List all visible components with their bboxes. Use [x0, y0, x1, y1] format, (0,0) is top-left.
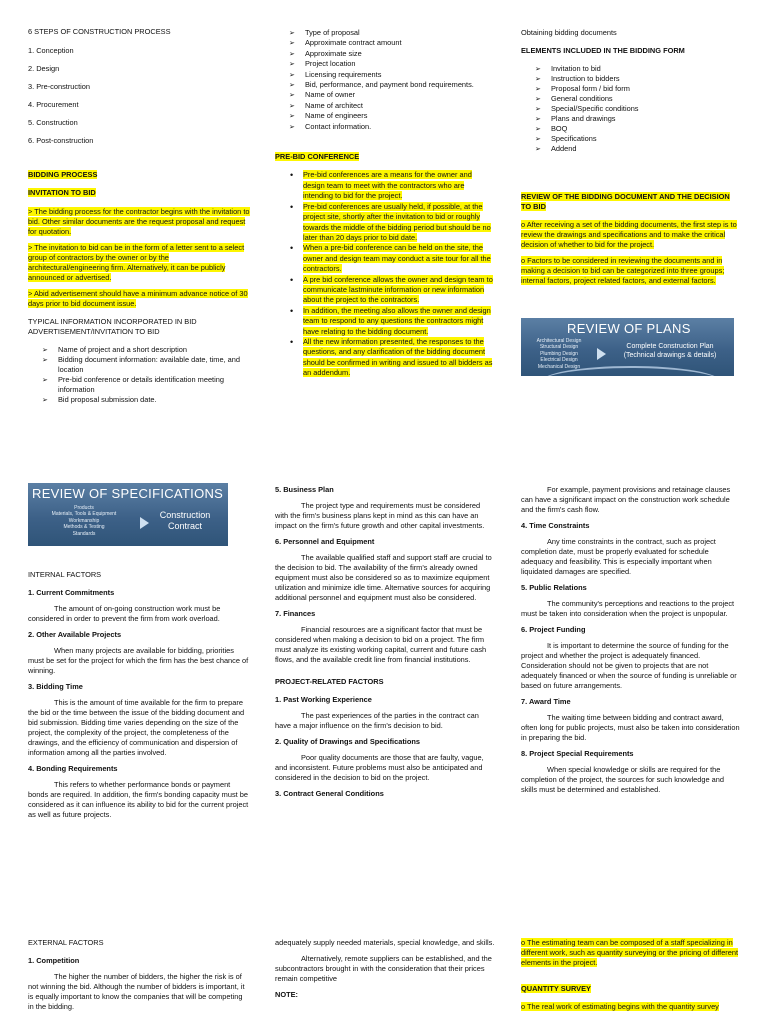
- banner-left-item: Electrical Design: [540, 357, 578, 364]
- page3-column3: [521, 938, 741, 1018]
- quantity-survey-heading: QUANTITY SURVEY: [521, 984, 591, 993]
- prebid-list: [275, 170, 495, 378]
- page2-column1: [28, 570, 250, 826]
- review-paragraph-1: o After receiving a set of the bidding documents, the first step is to review the drawings and specifications and to make the critical decision of whether to bid for the project.: [521, 220, 737, 249]
- list-item: • A pre bid conference allows the owner and design team to communicate lastminute information or new information about the project to the contractors.: [287, 275, 495, 306]
- factor-heading: 2. Other Available Projects: [28, 630, 122, 639]
- list-item: ➢ Instruction to bidders: [531, 74, 741, 84]
- banner-left-list: [34, 505, 134, 537]
- factor-heading: 5. Business Plan: [275, 485, 334, 494]
- list-item: ➢ Bidding document information: available date, time, and location: [38, 355, 250, 375]
- factor-heading: 6. Personnel and Equipment: [275, 537, 375, 546]
- list-item: • In addition, the meeting also allows the owner and design team to respond to any questions the contractors might have relating to the bidding document.: [287, 306, 495, 337]
- bid-info-list: [275, 28, 495, 132]
- review-of-plans-banner: [521, 318, 734, 376]
- list-item: ➢ Name of project and a short description: [38, 345, 250, 355]
- factor-paragraph: The higher the number of bidders, the higher the risk is of not winning the bid. Although the number of bidders is important, it is equally important to know the companies that will be competing in the bidding.: [28, 972, 245, 1011]
- list-item: ➢ Proposal form / bid form: [531, 84, 741, 94]
- steps-title: 6 STEPS OF CONSTRUCTION PROCESS: [28, 27, 171, 36]
- banner-left-item: Standards: [72, 530, 96, 537]
- factor-paragraph: Financial resources are a significant factor that must be considered when making a decision to bid on a project. The firm must analyze its existing working capital, current and future cash flows, and the available credit line from financial institutions.: [275, 625, 487, 664]
- step-item: 2. Design: [28, 64, 60, 73]
- banner-right-box: Complete Construction Plan (Technical drawings & details): [623, 343, 717, 359]
- factor-paragraph: Any time constraints in the contract, such as project completion date, must be properly evaluated for schedule adequacy and feasibility. This is especially important when liquidated damages are specified.: [521, 537, 716, 576]
- banner-left-item: Architectural Design: [536, 338, 582, 344]
- list-item: ➢ Invitation to bid: [531, 64, 741, 74]
- factor-paragraph: Alternatively, remote suppliers can be established, and the subcontractors brought in with the consideration that their prices remain competitive: [275, 954, 492, 983]
- factor-paragraph: Poor quality documents are those that are faulty, vague, and inconsistent. Future problems must also be anticipated and considered in the decision to bid on the project.: [275, 753, 484, 782]
- internal-factors-heading: INTERNAL FACTORS: [28, 570, 102, 579]
- banner-left-list: [525, 338, 593, 370]
- elements-heading: ELEMENTS INCLUDED IN THE BIDDING FORM: [521, 46, 685, 55]
- prebid-heading: PRE-BID CONFERENCE: [275, 152, 360, 162]
- factor-paragraph: The available qualified staff and support staff are crucial to the decision to bid. The availability of the firm's already owned equipment must also be considered so as to maximize equipment utilization and minimize idle time. Alternative sources for acquiring additional personnel and equipment must also be considered.: [275, 553, 492, 602]
- step-item: 1. Conception: [28, 46, 74, 55]
- list-item: ➢ Licensing requirements: [285, 70, 495, 80]
- list-item: ➢ BOQ: [531, 124, 741, 134]
- step-item: 6. Post-construction: [28, 136, 94, 145]
- step-item: 3. Pre-construction: [28, 82, 91, 91]
- page2-column3: [521, 485, 741, 801]
- factor-heading: 6. Project Funding: [521, 625, 586, 634]
- list-item: • All the new information presented, the responses to the questions, and any clarification of the bidding document should be confirmed in writing and issued to all bidders as an addendum.: [287, 337, 495, 379]
- list-item: ➢ General conditions: [531, 94, 741, 104]
- factor-heading: 7. Finances: [275, 609, 316, 618]
- list-item: ➢ Type of proposal: [285, 28, 495, 38]
- banner-left-item: Products: [74, 505, 94, 511]
- factor-heading: 3. Contract General Conditions: [275, 789, 384, 798]
- list-item: • Pre-bid conferences are usually held, if possible, at the project site, shortly after the invitation to bid or roughly towards the middle of the bidding period but should be no later than 20 days prior to bid date.: [287, 202, 495, 244]
- factor-paragraph: The waiting time between bidding and contract award, often long for public projects, must also be taken into consideration in preparing the bid.: [521, 713, 740, 742]
- banner-right-box: Construction Contract: [159, 510, 211, 531]
- review-of-specifications-banner: [28, 483, 228, 546]
- banner-left-item: Mechanical Design: [537, 363, 581, 370]
- factor-heading: 4. Bonding Requirements: [28, 764, 118, 773]
- factor-heading: 5. Public Relations: [521, 583, 587, 592]
- elements-list: [521, 64, 741, 154]
- factor-paragraph: When many projects are available for bidding, priorities must be set for the project for which the firm has the best chance of winning.: [28, 646, 249, 675]
- steps-list: [28, 46, 250, 146]
- list-item: ➢ Specifications: [531, 134, 741, 144]
- factor-heading: 4. Time Constraints: [521, 521, 590, 530]
- typical-info-list: [28, 345, 250, 405]
- page3-column1: [28, 938, 250, 1018]
- note-heading: NOTE:: [275, 990, 298, 999]
- invitation-paragraph-1: > The bidding process for the contractor begins with the invitation to bid. Other similar documents are the request proposal and request for quotation.: [28, 207, 250, 236]
- banner-left-item: Materials, Tools & Equipment: [51, 511, 117, 518]
- list-item: ➢ Project location: [285, 59, 495, 69]
- list-item: ➢ Pre-bid conference or details identification meeting information: [38, 375, 250, 395]
- factor-paragraph: The community's perceptions and reactions to the project must be taken into consideration when the project is unpopular.: [521, 599, 735, 618]
- list-item: ➢ Approximate size: [285, 49, 495, 59]
- factor-paragraph: The amount of on-going construction work must be considered in order to prevent the firm from work overload.: [28, 604, 221, 623]
- list-item: ➢ Contact information.: [285, 122, 495, 132]
- factor-heading: 1. Competition: [28, 956, 80, 965]
- external-factors-heading: EXTERNAL FACTORS: [28, 938, 104, 947]
- banner-title: REVIEW OF SPECIFICATIONS: [32, 486, 224, 501]
- factor-paragraph: adequately supply needed materials, special knowledge, and skills.: [275, 938, 495, 947]
- list-item: ➢ Plans and drawings: [531, 114, 741, 124]
- factor-paragraph: It is important to determine the source of funding for the project and whether the project is adequately financed. Consideration should not be given to projects that are not adequately financed or when the source of funding is unreliable or based on future arrangements.: [521, 641, 737, 690]
- banner-left-item: Structural Design: [539, 344, 579, 351]
- list-item: ➢ Name of owner: [285, 90, 495, 100]
- page1-column3: [521, 28, 741, 292]
- right-arrow-icon: [140, 517, 149, 529]
- list-item: ➢ Name of architect: [285, 101, 495, 111]
- banner-title: REVIEW OF PLANS: [567, 321, 691, 336]
- project-related-heading: PROJECT-RELATED FACTORS: [275, 677, 384, 686]
- list-item: • Pre-bid conferences are a means for the owner and design team to meet with the contractors who are intending to bid for the project.: [287, 170, 495, 201]
- factor-heading: 8. Project Special Requirements: [521, 749, 634, 758]
- banner-left-item: Plumbing Design: [540, 350, 578, 357]
- invitation-to-bid-heading: INVITATION TO BID: [28, 188, 96, 197]
- banner-left-item: Methods & Testing: [63, 524, 105, 531]
- page3-column2: [275, 938, 495, 1006]
- factor-paragraph: This is the amount of time available for the firm to prepare the bid or the time between the issue of the bidding document and bid submission. Bidding time varies depending on the size of the project, the complexity of the project, the completeness of the drawings, and the efficiency of communication and dispersion of information among all the parties involved.: [28, 698, 245, 757]
- estimating-team-paragraph: o The estimating team can be composed of a staff specializing in different work, such as quantity surveying or the pricing of different elements in the project.: [521, 938, 739, 967]
- step-item: 4. Procurement: [28, 100, 79, 109]
- factor-heading: 1. Current Commitments: [28, 588, 115, 597]
- obtaining-heading: Obtaining bidding documents: [521, 28, 617, 37]
- list-item: ➢ Bid proposal submission date.: [38, 395, 250, 405]
- invitation-paragraph-3: > Abid advertisement should have a minimum advance notice of 30 days prior to bid document issue.: [28, 289, 248, 308]
- factor-paragraph: This refers to whether performance bonds or payment bonds are required. In addition, the firm's bonding capacity must be considered as it can influence its ability to bid for the current project as well as future projects.: [28, 780, 249, 819]
- step-item: 5. Construction: [28, 118, 78, 127]
- list-item: ➢ Name of engineers: [285, 111, 495, 121]
- typical-info-heading: TYPICAL INFORMATION INCORPORATED IN BID ADVERTISEMENT/INVITATION TO BID: [28, 317, 197, 336]
- list-item: • When a pre-bid conference can be held on the site, the owner and design team may conduct a site tour for all the contractors.: [287, 243, 495, 274]
- page1-column1: [28, 27, 250, 411]
- list-item: ➢ Addend: [531, 144, 741, 154]
- banner-left-item: Workmanship: [68, 517, 100, 524]
- list-item: ➢ Approximate contract amount: [285, 38, 495, 48]
- right-arrow-icon: [597, 348, 606, 360]
- factor-heading: 7. Award Time: [521, 697, 571, 706]
- factor-paragraph: The past experiences of the parties in the contract can have a major influence on the firm's decision to bid.: [275, 711, 479, 730]
- invitation-paragraph-2: > The invitation to bid can be in the form of a letter sent to a select group of contractors by the owner or by the architectural/engineering firm. Alternatively, it can be publicly announced or advertised.: [28, 243, 245, 282]
- page1-column2: [275, 28, 495, 379]
- factor-heading: 1. Past Working Experience: [275, 695, 372, 704]
- review-heading: REVIEW OF THE BIDDING DOCUMENT AND THE DECISION TO BID: [521, 192, 730, 211]
- bidding-process-heading: BIDDING PROCESS: [28, 170, 98, 179]
- review-paragraph-2: o Factors to be considered in reviewing the documents and in making a decision to bid can be categorized into three groups; internal factors, project related factors, and external factors.: [521, 256, 725, 285]
- quantity-survey-paragraph: o The real work of estimating begins with the quantity survey: [521, 1002, 719, 1011]
- list-item: ➢ Bid, performance, and payment bond requirements.: [285, 80, 495, 90]
- factor-paragraph: When special knowledge or skills are required for the completion of the project, the sources for such knowledge and skills must be determined and established.: [521, 765, 724, 794]
- factor-heading: 3. Bidding Time: [28, 682, 83, 691]
- page2-column2: [275, 485, 495, 805]
- factor-paragraph: The project type and requirements must be considered with the firm's business plans kept in mind as this can have an impact on the firm's future growth and other capital investments.: [275, 501, 485, 530]
- factor-paragraph: For example, payment provisions and retainage clauses can have a significant impact on the construction work schedule and the firm's cash flow.: [521, 485, 731, 514]
- list-item: ➢ Special/Specific conditions: [531, 104, 741, 114]
- factor-heading: 2. Quality of Drawings and Specifications: [275, 737, 420, 746]
